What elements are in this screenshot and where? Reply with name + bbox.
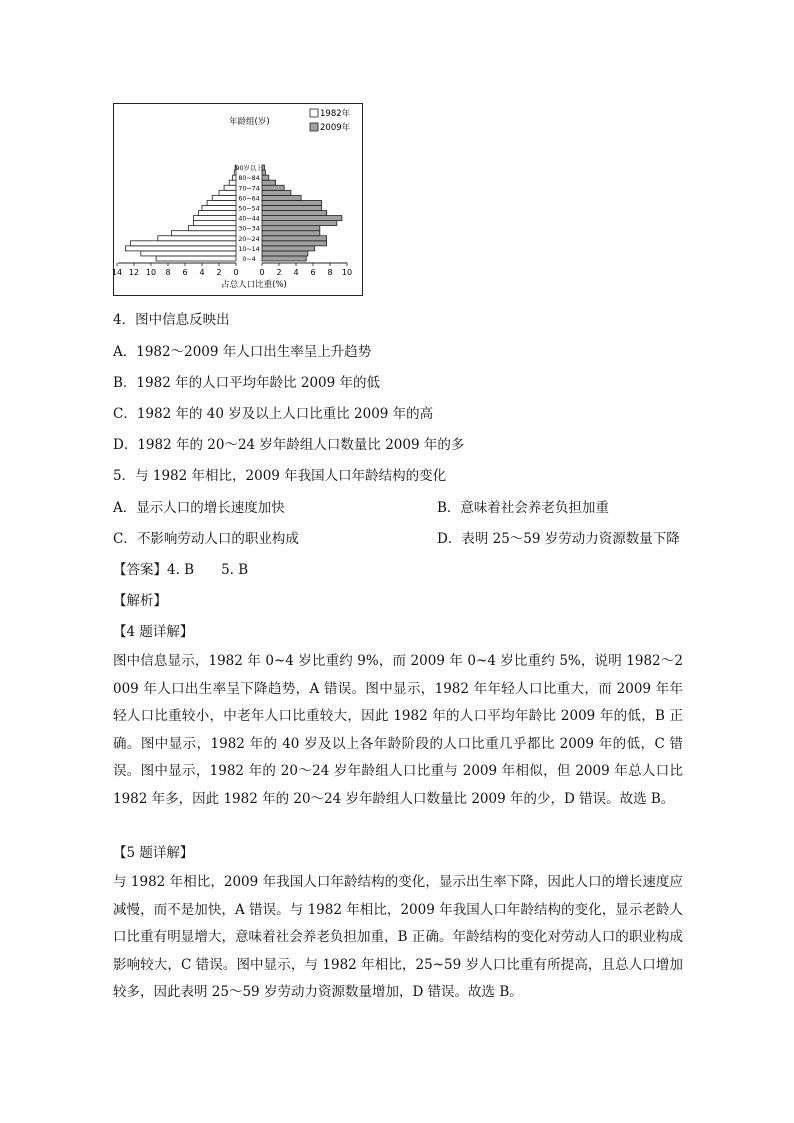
- age-label-5: 50~54: [238, 205, 260, 213]
- legend: [310, 108, 351, 133]
- left-tick-label-6: 2: [216, 268, 222, 277]
- bar-2009-17: [262, 170, 265, 175]
- legend-swatch-2009: [310, 123, 318, 131]
- bar-1982-0: [156, 256, 236, 261]
- bar-2009-2: [262, 246, 315, 251]
- q4-option-b: B．1982 年的人口平均年龄比 2009 年的低: [113, 375, 381, 391]
- bar-1982-9: [199, 211, 236, 216]
- q4-stem: 4．图中信息反映出: [113, 312, 230, 328]
- bar-2009-5: [262, 231, 320, 236]
- bar-2009-12: [262, 195, 301, 200]
- bar-2009-9: [262, 211, 327, 216]
- q4-option-a: A．1982～2009 年人口出生率呈上升趋势: [113, 344, 372, 360]
- right-tick-label-0: 0: [259, 268, 265, 277]
- detail4-label: 【4 题详解】: [113, 624, 194, 640]
- age-label-1: 10~14: [238, 245, 260, 253]
- bar-2009-16: [262, 175, 269, 180]
- left-tick-label-7: 0: [233, 268, 239, 277]
- bar-2009-11: [262, 200, 322, 205]
- left-tick-label-4: 6: [182, 268, 188, 277]
- y-axis-title: 年龄组(岁): [229, 117, 270, 127]
- right-tick-label-5: 10: [341, 268, 353, 277]
- legend-label-2009: 2009年: [320, 123, 351, 133]
- bar-1982-14: [224, 185, 236, 190]
- detail5-text: 与 1982 年相比，2009 年我国人口年龄结构的变化，显示出生率下降，因此人口的增长速度应减慢，而不是加快，A 错误。与 1982 年相比，2009 年我国人口年龄结构的变化，显示老龄人口比重有明显增大，意味着社会养老负担加重，B 正确。年龄结构的变化对劳动人口的职业构成影响较大，C 错误。图中显示，与 1982 年相比，25~59 岁人口比重有所提高，且总人口增加较多，因此表明 25～59 岁劳动力资源数量增加，D 错误。故选 B。: [113, 874, 683, 1000]
- q5-option-d: D．表明 25～59 岁劳动力资源数量下降: [437, 531, 680, 547]
- right-tick-label-2: 4: [293, 268, 299, 277]
- bar-2009-14: [262, 185, 284, 190]
- bar-1982-10: [202, 205, 236, 210]
- bar-1982-7: [194, 221, 237, 226]
- bar-2009-1: [262, 251, 308, 256]
- detail4-text: 图中信息显示，1982 年 0~4 岁比重约 9%，而 2009 年 0~4 岁比重约 5%，说明 1982～2009 年人口出生率呈下降趋势，A 错误。图中显示，1982 年年轻人口比重大，而 2009 年年轻人口比重较小，中老年人口比重较大，因此 1982 年的人口平均年龄比 2009 年的低，B 正确。图中显示，1982 年的 40 岁及以上各年龄阶段的人口比重几乎都比 2009 年的低，C 错误。图中显示，1982 年的 20～24 岁年龄组人口比重与 2009 年相似，但 2009 年总人口比 1982 年多，因此 1982 年的 20～24 岁年龄组人口数量比 2009 年的少，D 错误。故选 B。: [113, 653, 683, 807]
- bar-1982-1: [141, 251, 236, 256]
- answer-line: [113, 560, 248, 580]
- analysis-label: 【解析】: [113, 593, 167, 609]
- q5-option-c: C．不影响劳动人口的职业构成: [113, 531, 299, 547]
- left-tick-label-5: 4: [199, 268, 205, 277]
- x-axis-title: 占总人口比重(%): [221, 280, 287, 290]
- answer-text: 4. B 5. B: [167, 562, 249, 578]
- q5-stem: 5．与 1982 年相比，2009 年我国人口年龄结构的变化: [113, 468, 447, 484]
- bar-2009-15: [262, 180, 276, 185]
- bar-2009-13: [262, 190, 291, 195]
- bar-1982-5: [171, 231, 236, 236]
- right-tick-label-3: 6: [310, 268, 316, 277]
- left-tick-label-3: 8: [165, 268, 171, 277]
- bar-1982-2: [126, 246, 237, 251]
- left-tick-label-0: 14: [111, 268, 123, 277]
- age-label-6: 60~64: [238, 195, 260, 203]
- right-tick-label-1: 2: [276, 268, 282, 277]
- bar-1982-11: [207, 200, 236, 205]
- legend-label-1982: 1982年: [320, 109, 351, 119]
- legend-swatch-1982: [310, 109, 318, 117]
- bar-1982-6: [188, 226, 236, 231]
- bar-1982-8: [194, 216, 237, 221]
- right-tick-label-4: 8: [327, 268, 333, 277]
- population-pyramid-figure: [113, 103, 363, 296]
- age-label-2: 20~24: [238, 235, 260, 243]
- answer-label: 【答案】: [113, 562, 167, 578]
- bar-1982-15: [229, 180, 236, 185]
- bar-2009-10: [262, 205, 322, 210]
- bar-1982-3: [131, 241, 236, 246]
- age-label-7: 70~74: [238, 185, 260, 193]
- age-label-9: 90岁以上: [235, 165, 263, 173]
- q5-option-a: A．显示人口的增长速度加快: [113, 500, 285, 516]
- age-label-0: 0~4: [242, 255, 256, 263]
- bar-2009-6: [262, 226, 320, 231]
- detail5-label: 【5 题详解】: [113, 845, 194, 861]
- bar-1982-16: [233, 175, 236, 180]
- q4-option-c: C．1982 年的 40 岁及以上人口比重比 2009 年的高: [113, 406, 434, 422]
- q5-option-b: B．意味着社会养老负担加重: [437, 500, 609, 516]
- bar-2009-8: [262, 216, 342, 221]
- bar-1982-13: [219, 190, 236, 195]
- left-tick-label-2: 10: [145, 268, 157, 277]
- bar-2009-4: [262, 236, 327, 241]
- bar-2009-0: [262, 256, 306, 261]
- left-tick-label-1: 12: [128, 268, 140, 277]
- bar-1982-12: [212, 195, 236, 200]
- bar-1982-4: [158, 236, 236, 241]
- bar-2009-3: [262, 241, 327, 246]
- age-label-4: 40~44: [238, 215, 260, 223]
- age-label-8: 80~84: [238, 175, 260, 183]
- q4-option-d: D．1982 年的 20～24 岁年龄组人口数量比 2009 年的多: [113, 437, 465, 453]
- population-pyramid-chart: [111, 104, 364, 297]
- age-label-3: 30~34: [238, 225, 260, 233]
- bar-2009-7: [262, 221, 337, 226]
